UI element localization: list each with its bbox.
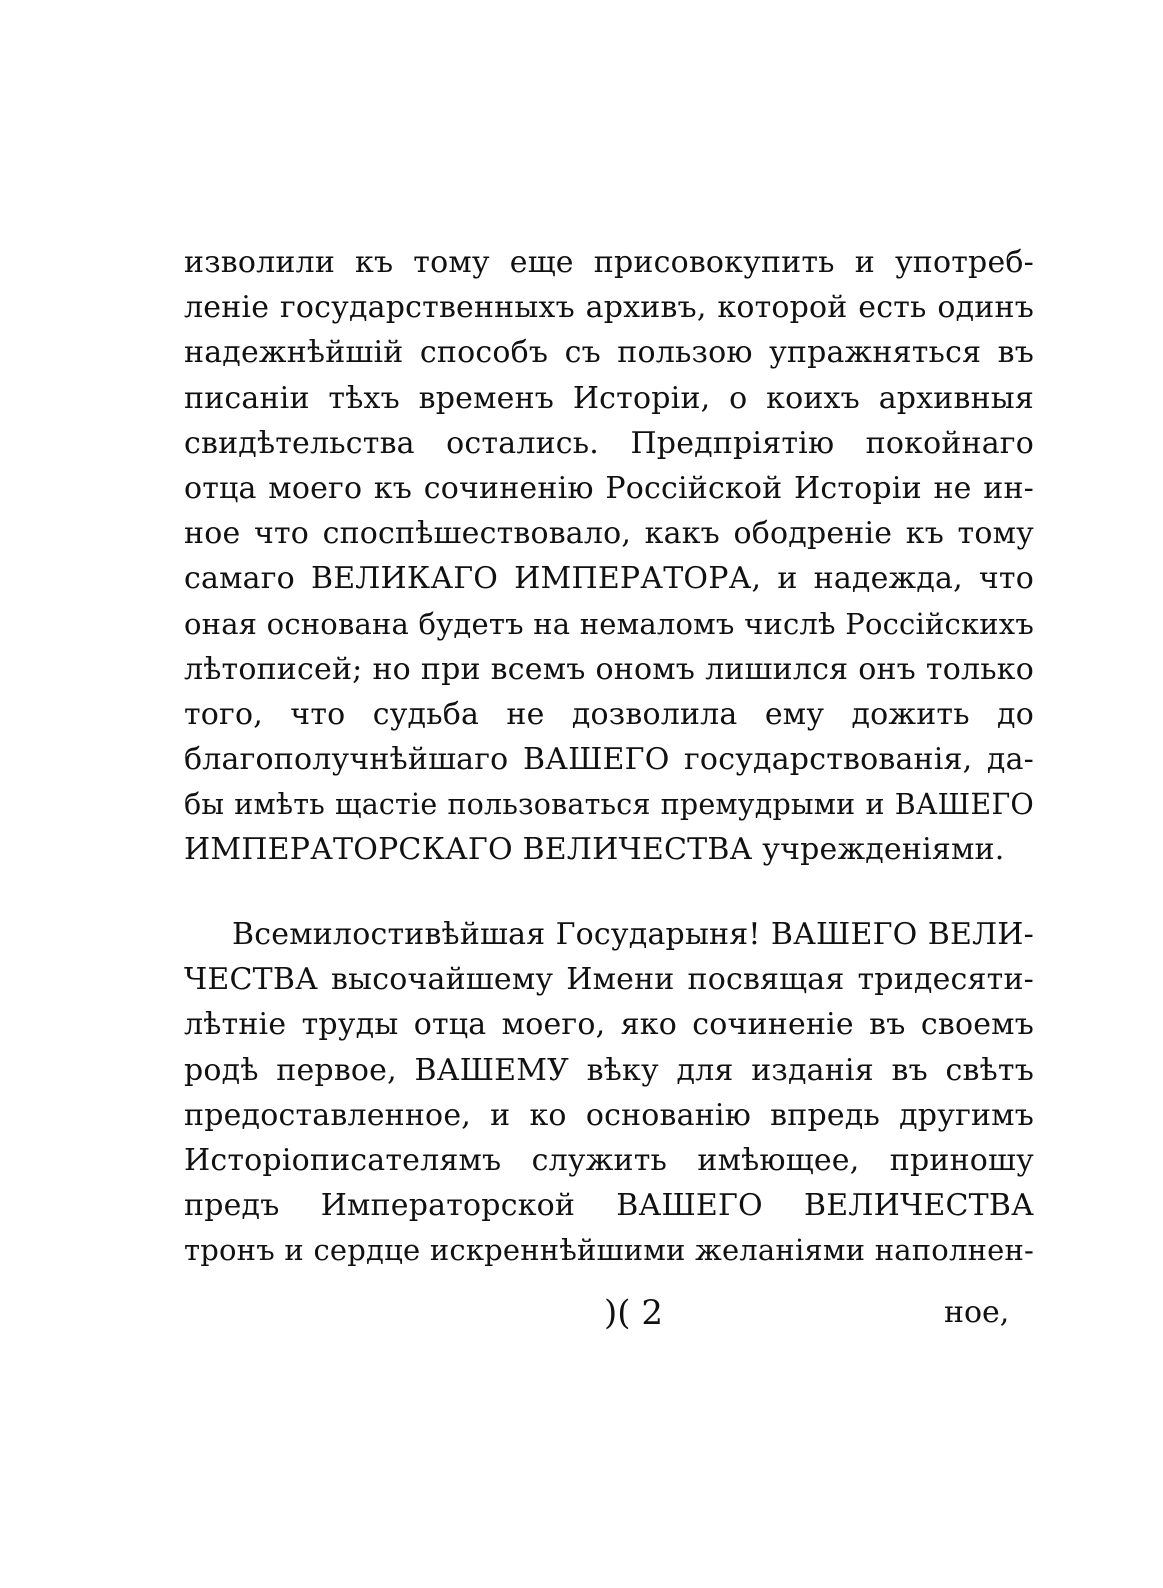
text-line: лѣтописей; но при всемъ ономъ лишился онъ только <box>184 651 1034 687</box>
page-footer <box>0 1290 1163 1340</box>
text-line: того, что судьба не дозволила ему дожить до <box>184 696 1034 732</box>
text-line: ное что споспѣшествовало, какъ ободренiе къ тому <box>184 516 1034 552</box>
text-line: ленiе государственныхъ архивъ, которой есть одинъ <box>184 290 1034 326</box>
text-line: родѣ первое, ВАШЕМУ вѣку для изданiя въ свѣтъ <box>184 1052 1034 1088</box>
text-line: благополучнѣйшаго ВАШЕГО государствованiя, да- <box>184 742 1034 778</box>
text-line: изволили къ тому еще присовокупить и употреб- <box>184 245 1034 280</box>
signature-mark: )( 2 <box>604 1293 663 1333</box>
catchword: ное, <box>944 1295 1010 1330</box>
text-line: бы имѣть щастiе пользоваться премудрыми и ВАШЕГО <box>184 788 1034 822</box>
text-line: предоставленное, и ко основанiю впредь другимъ <box>184 1097 1034 1133</box>
text-line: предъ Императорской ВАШЕГО ВЕЛИЧЕСТВА <box>184 1188 1034 1224</box>
text-line: тронъ и сердце искреннѣйшими желанiями наполнен- <box>184 1233 1034 1268</box>
text-line: Всемилостивѣйшая Государыня! ВАШЕГО ВЕЛИ- <box>232 917 1034 952</box>
text-line: лѣтнiе труды отца моего, яко сочиненiе въ своемъ <box>184 1007 1034 1043</box>
paragraph-2 <box>184 912 1034 1274</box>
text-line: ИМПЕРАТОРСКАГО ВЕЛИЧЕСТВА учрежденiями. <box>184 832 1005 868</box>
text-line: оная основана будетъ на немаломъ числѣ Россiйскихъ <box>184 606 1034 641</box>
text-line: самаго ВЕЛИКАГО ИМПЕРАТОРА, и надежда, что <box>184 561 1034 597</box>
text-line: ЧЕСТВА высочайшему Имени посвящая тридесяти- <box>184 962 1034 998</box>
text-line: отца моего къ сочиненiю Россiйской Исторiи не ин- <box>184 470 1034 506</box>
text-line: свидѣтельства остались. Предпрiятiю покойнаго <box>184 425 1034 461</box>
paragraph-1 <box>184 240 1034 873</box>
text-line: писанiи тѣхъ временъ Исторiи, о коихъ архивныя <box>184 380 1034 416</box>
text-line: Исторiописателямъ служить имѣющее, приношу <box>184 1142 1034 1178</box>
text-line: надежнѣйшiй способъ съ пользою упражняться въ <box>184 335 1034 371</box>
